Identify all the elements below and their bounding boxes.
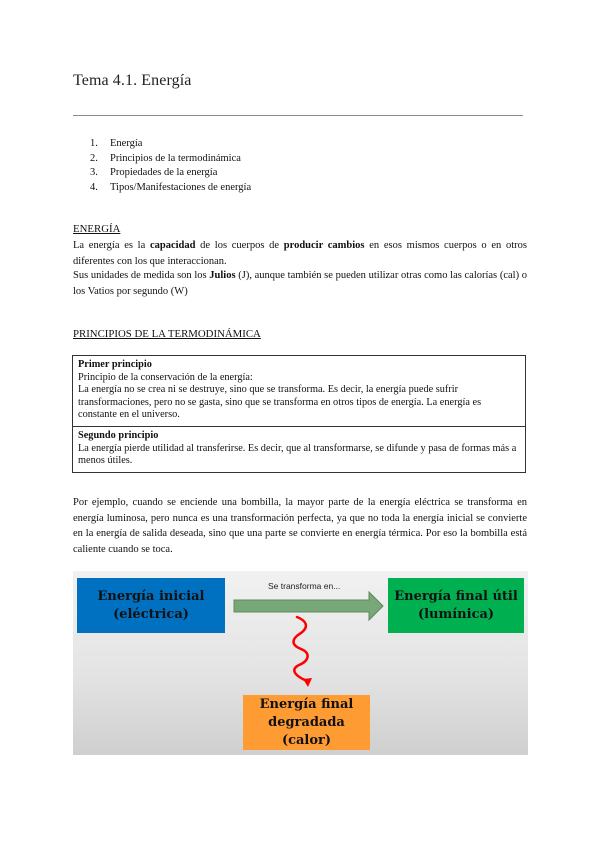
toc-item: 4. Tipos/Manifestaciones de energía [90,181,251,196]
principle-cell-first [73,356,525,426]
page-title: Tema 4.1. Energía [73,72,192,89]
arrow-label: Se transforma en... [268,581,341,591]
principle-subtitle: Principio de la conservación de la energía: [78,371,253,383]
toc-item-label: Tipos/Manifestaciones de energía [110,181,252,193]
toc-item: 2. Principios de la termodinámica [90,152,251,167]
emphasis-capacidad: capacidad [149,240,196,251]
heat-loss-wavy-arrow-icon [285,615,315,689]
principles-table [72,355,526,473]
principle-title: Primer principio [78,359,152,370]
energy-transformation-diagram [73,571,528,755]
example-paragraph: Por ejemplo, cuando se enciende una bombilla, la mayor parte de la energía eléctrica se transforma en energía luminosa, pero nunca es una transformación perfecta, ya que no toda la energía inicial se convierte en la energía de salida deseada, sino que una parte se convierte en energía térmica. Por eso la bombilla está caliente cuando se toca. [73,497,527,555]
section-heading-termodinamica: PRINCIPIOS DE LA TERMODINÁMICA [73,328,261,340]
toc-item: 3. Propiedades de la energía [90,166,251,181]
toc-item-label: Propiedades de la energía [110,167,218,178]
useful-energy-box: Energía final útil (lumínica) [388,578,524,633]
horizontal-divider [73,115,523,116]
toc-item-label: Principios de la termodinámica [110,152,241,164]
emphasis-julios: Julios [209,270,236,281]
toc-item-label: Energía [110,138,143,149]
energia-units-paragraph: Sus unidades de medida son los Julios (J), aunque también se pueden utilizar otras como las calorías (cal) o los Vatios por segundo (W) [73,270,528,297]
energia-definition-paragraph: La energía es la capacidad de los cuerpos de producir cambios en esos mismos cuerpos o en otros diferentes con los que interaccionan. [73,240,527,267]
principle-cell-second [73,426,525,472]
emphasis-producir-cambios: producir cambios [283,240,365,251]
table-of-contents [90,137,251,195]
principle-title: Segundo principio [78,429,159,441]
toc-item: 1. Energía [90,137,251,152]
section-heading-energia: ENERGÍA [73,223,121,235]
principle-text: La energía no se crea ni se destruye, sino que se transforma. Es decir, la energía puede sufrir transformaciones, pero no se gasta, sino que se transforma en otros tipos de energía. La energía es constante en el universo. [78,384,482,421]
degraded-energy-box: Energía final degradada (calor) [243,695,370,750]
initial-energy-box: Energía inicial (eléctrica) [77,578,225,633]
principle-text: La energía pierde utilidad al transferirse. Es decir, que al transformarse, se difunde y pasa de formas más a menos útiles. [78,442,517,467]
